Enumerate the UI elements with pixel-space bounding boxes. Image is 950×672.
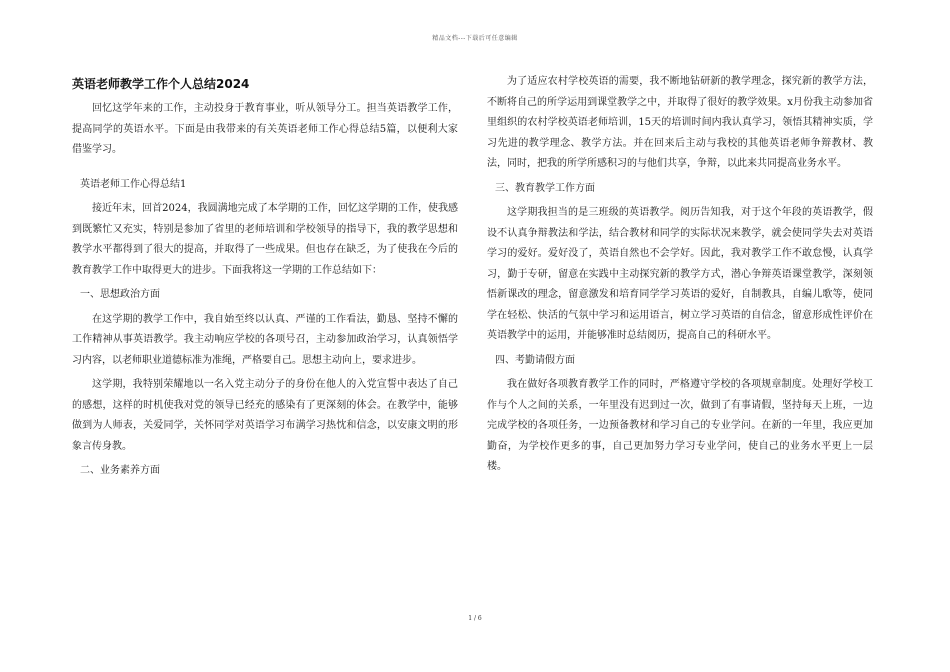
section-subtitle: 英语老师工作心得总结1 <box>80 178 187 190</box>
page-number: 1 / 6 <box>468 615 482 622</box>
section-heading-teaching: 三、教育教学工作方面 <box>495 182 595 194</box>
paragraph: 在这学期的教学工作中，我自始至终以认真、严谨的工作看法，勤恳、坚持不懈的工作精神从事英语教学。我主动响应学校的各项号召，主动参加政治学习，认真领悟学习内容，以老师职业道德标准为准绳，严格要自己。思想主动向上，要求进步。 <box>72 313 458 366</box>
paragraph: 接近年末，回首2024，我圆满地完成了本学期的工作，回忆这学期的工作，使我感到既繁忙又充实，特别是参加了省里的老师培训和学校领导的指导下，我的教学思想和教学水平都得到了很大的提高，并取得了一些成果。但也存在缺乏，为了使我在今后的教育教学工作中取得更大的进步。下面我将这一学期的工作总结如下： <box>72 203 458 276</box>
section-heading-attendance: 四、考勤请假方面 <box>495 354 575 366</box>
paragraph: 我在做好各项教育教学工作的同时，严格遵守学校的各项规章制度。处理好学校工作与个人之间的关系，一年里没有迟到过一次，做到了有事请假，坚持每天上班，一边完成学校的各项任务，一边预备教材和学习自己的专业学问。在新的一年里，我应更加勤奋，为学校作更多的事，自己更加努力学习专业学问，使自己的业务水平更上一层楼。 <box>487 379 873 472</box>
paragraph: 为了适应农村学校英语的需要，我不断地钻研新的教学理念，探究新的教学方法，不断将自己的所学运用到课堂教学之中，并取得了很好的教学效果。x月份我主动参加省里组织的农村学校英语老师培训，15天的培训时间内我认真学习，领悟其精神实质，学习先进的教学理念、教学方法。并在回来后主动与我校的其他英语老师争辩教材、教法，同时，把我的所学所感积习的与他们共享，争辩，以此来共同提高业务水平。 <box>487 76 873 169</box>
section-heading-professional: 二、业务素养方面 <box>80 465 160 476</box>
intro-paragraph: 回忆这学年来的工作，主动投身于教育事业，听从领导分工。担当英语教学工作，提高同学的英语水平。下面是由我带来的有关英语老师工作心得总结5篇，以便利大家借鉴学习。 <box>72 103 458 155</box>
section-heading-political: 一、思想政治方面 <box>80 289 160 300</box>
right-column <box>487 72 873 482</box>
document-header-note: 精品文档---下载后可任意编辑 <box>432 35 518 42</box>
document-title: 英语老师教学工作个人总结2024 <box>72 77 250 91</box>
left-column <box>72 72 458 486</box>
paragraph: 这学期我担当的是三班级的英语教学。阅历告知我，对于这个年段的英语教学，假设不认真争辩教法和学法，结合教材和同学的实际状况来教学，就会使同学失去对英语学习的爱好。爱好没了，英语自然也不会学好。因此，我对教学工作不敢怠慢，认真学习，勤于专研，留意在实践中主动探究新的教学方式，潜心争辩英语课堂教学，深刻领悟新课改的理念，留意激发和培育同学学习英语的爱好，自制教具，自编儿歌等，使同学在轻松、快活的气氛中学习和运用语言，树立学习英语的自信念，留意形成性评价在英语教学中的运用，并能够准时总结阅历，提高自己的科研水平。 <box>487 207 873 341</box>
paragraph: 这学期，我特别荣耀地以一名入党主动分子的身份在他人的入党宣誓中表达了自己的感想，这样的时机使我对党的领导已经充的感染有了更深刻的体会。在教学中，能够做到为人师表，关爱同学，关怀同学对英语学习布满学习热忱和信念，以安康文明的形象言传身教。 <box>72 379 458 452</box>
